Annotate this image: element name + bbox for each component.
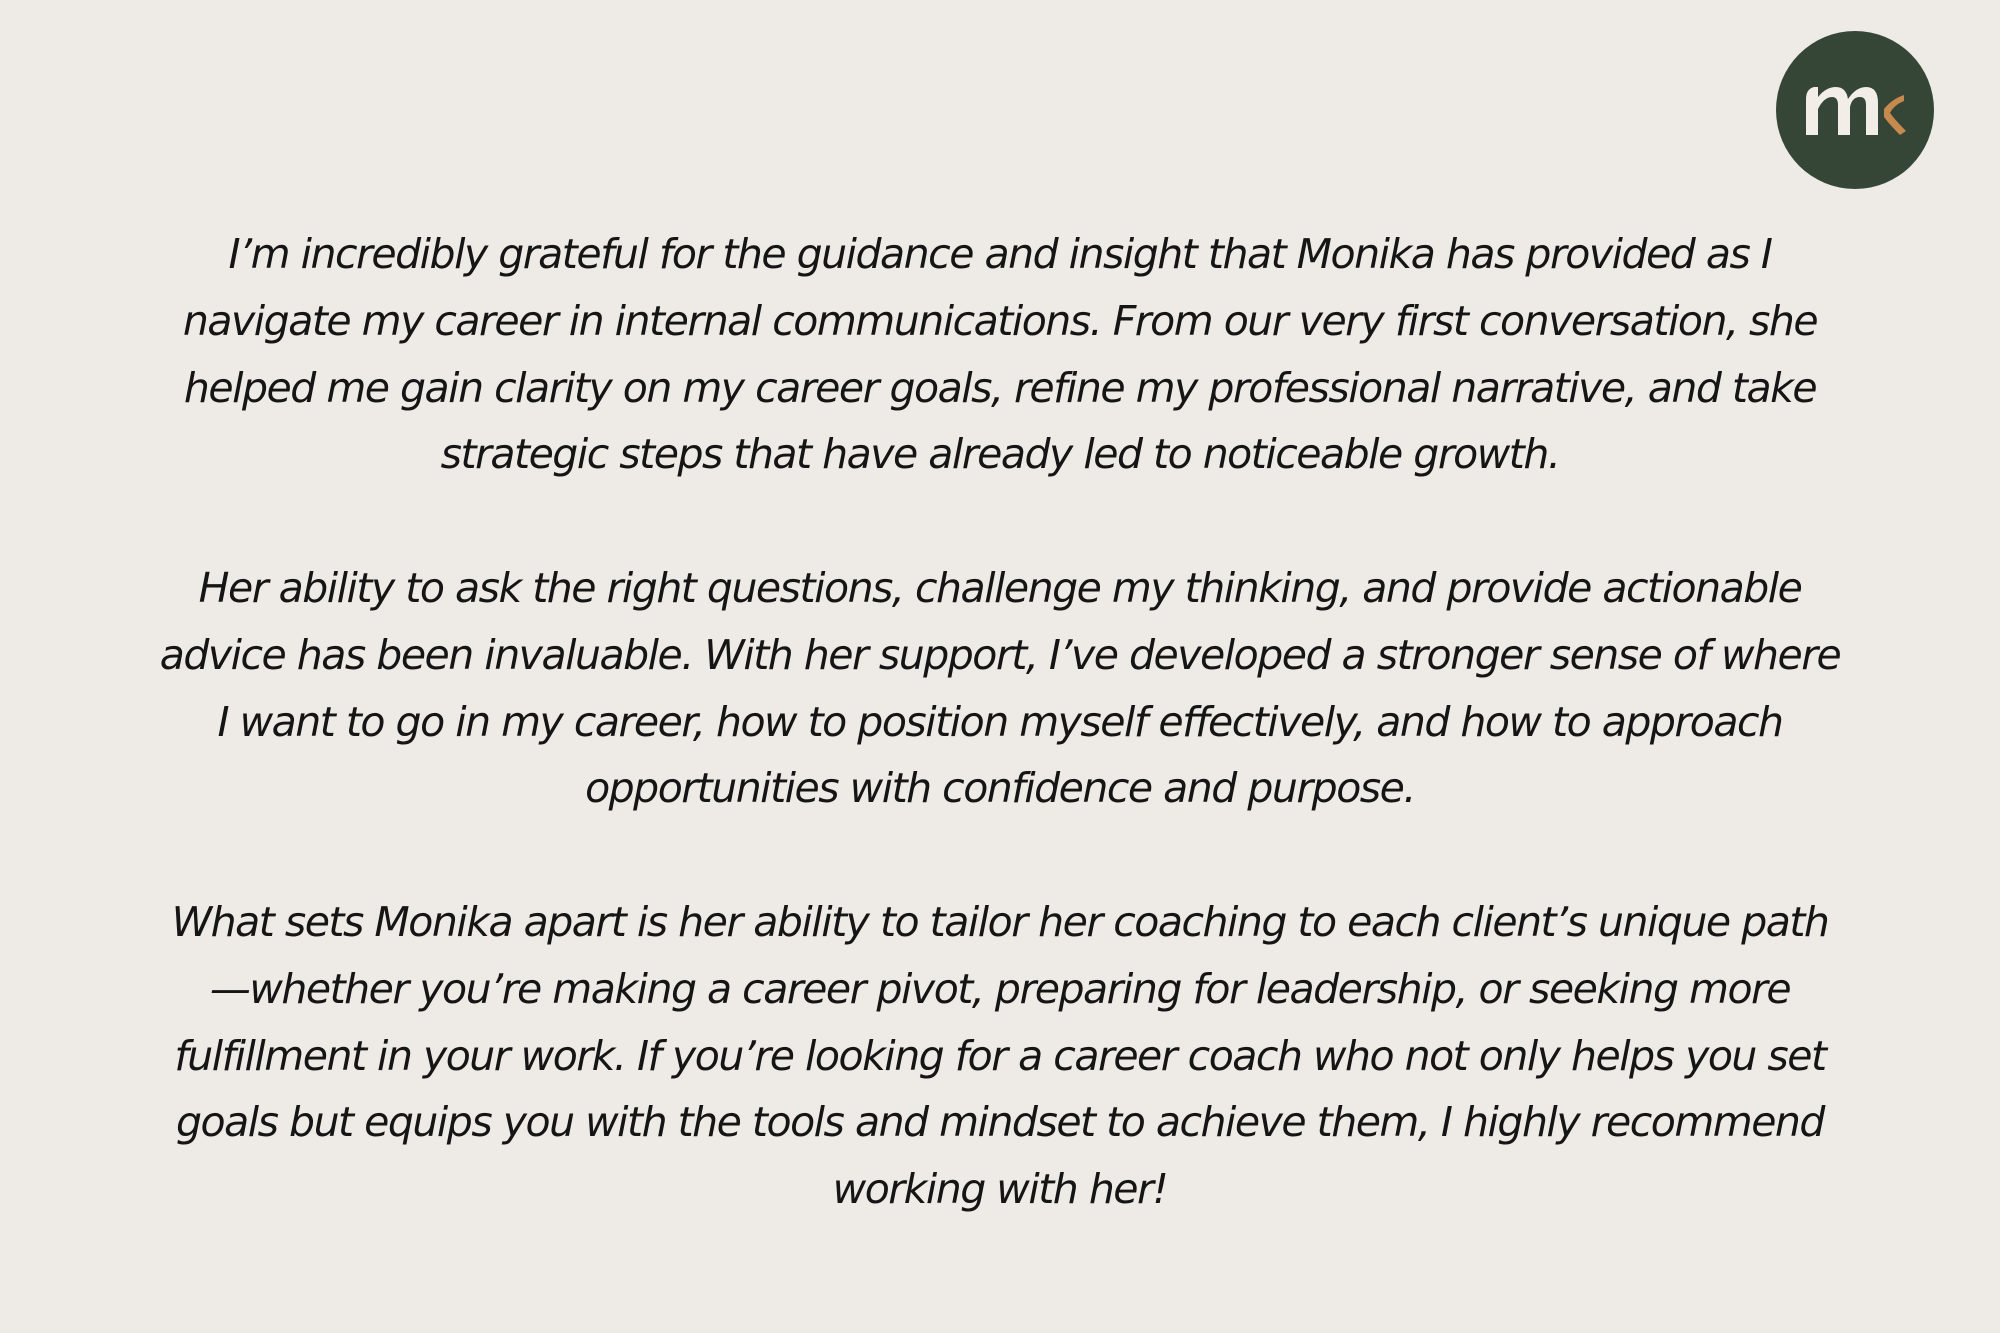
quote-line: I want to go in my career, how to position myself effectively, and how to approach: [217, 697, 1783, 746]
quote-line: Her ability to ask the right questions, challenge my thinking, and provide actionable: [198, 563, 1802, 612]
quote-line: I’m incredibly grateful for the guidance and insight that Monika has provided as I: [228, 230, 1772, 278]
quote-line: helped me gain clarity on my career goals, refine my professional narrative, and take: [183, 363, 1817, 412]
quote-line: What sets Monika apart is her ability to tailor her coaching to each client’s unique path: [171, 897, 1829, 946]
mk-logo: [1776, 31, 1934, 189]
quote-line: fulfillment in your work. If you’re looking for a career coach who not only helps you set: [174, 1031, 1826, 1080]
quote-line: strategic steps that have already led to noticeable growth.: [440, 430, 1560, 479]
quote-line: opportunities with confidence and purpose.: [585, 764, 1415, 813]
testimonial-paragraph-3: [0, 889, 2000, 1223]
testimonial-paragraph-1: [0, 221, 2000, 488]
quote-line: goals but equips you with the tools and mindset to achieve them, I highly recommend: [176, 1098, 1824, 1147]
quote-line: advice has been invaluable. With her support, I’ve developed a stronger sense of where: [159, 630, 1841, 679]
mk-monogram-icon: [1800, 75, 1910, 145]
testimonial-paragraph-2: [0, 555, 2000, 822]
quote-line: —whether you’re making a career pivot, preparing for leadership, or seeking more: [209, 964, 1791, 1013]
testimonial-quote: [0, 221, 2000, 1223]
quote-line: navigate my career in internal communications. From our very first conversation, she: [182, 296, 1818, 345]
quote-line: working with her!: [832, 1165, 1168, 1214]
